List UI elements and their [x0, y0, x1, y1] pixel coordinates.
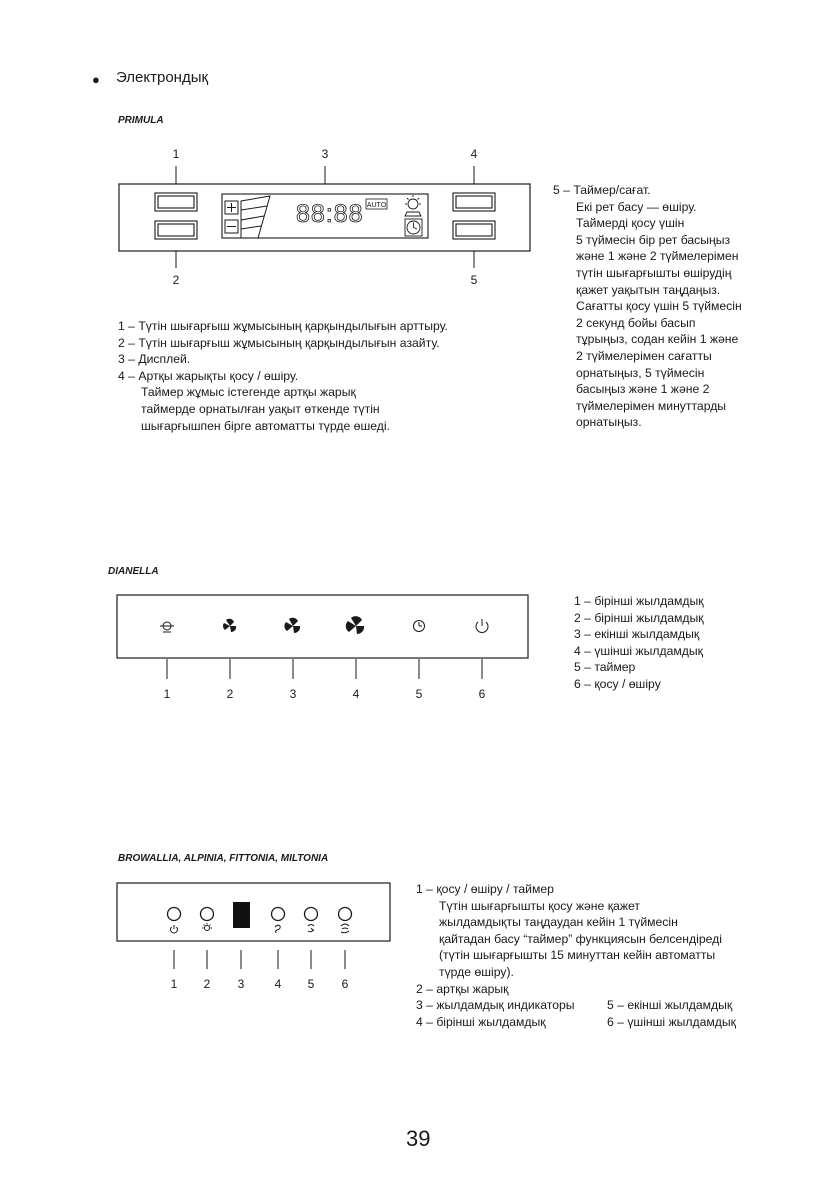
browallia-label-2: 2 [203, 977, 211, 991]
dianella-label-2: 2 [226, 687, 234, 701]
section-heading: Электрондық [116, 69, 209, 86]
primula-description-right: 5 – Таймер/сағат. Екі рет басу — өшіру. Таймерді қосу үшін 5 түймесін бір рет басыңыз және 1 және 2 түймелерімен түтін шығарғышты өшірудің қажет уақытын таңдаңыз. Сағатты қосу үшін 5 түймесін 2 секунд бойы басып тұрыңыз, содан кейін 1 және 2 түймелерімен сағатты орнатыңыз, 5 түймесін басыңыз және 1 және 2 түймелерімен минуттарды орнатыңыз. [553, 183, 742, 430]
browallia-button-4 [272, 908, 285, 921]
primula-label-4: 4 [470, 147, 478, 161]
primula-panel-diagram [110, 140, 550, 290]
model-title-browallia: BROWALLIA, ALPINIA, FITTONIA, MILTONIA [118, 853, 329, 864]
svg-text:AUTO: AUTO [366, 202, 387, 209]
dianella-label-4: 4 [352, 687, 360, 701]
browallia-button-5 [305, 908, 318, 921]
browallia-button-1 [168, 908, 181, 921]
browallia-button-6 [339, 908, 352, 921]
dianella-panel [117, 595, 528, 658]
speed-indicator-display [233, 902, 250, 928]
primula-description-left: 1 – Түтін шығарғыш жұмысының қарқындылығын арттыру. 2 – Түтін шығарғыш жұмысының қарқындылығын азайту. 3 – Дисплей. 4 – Артқы жарықты қосу / өшіру. Таймер жұмыс істегенде артқы жарық таймерде орнатылған уақыт өткенде түтін шығарғышпен бірге автоматты түрде өшеді. [118, 319, 448, 433]
primula-display-digits: 88:88 [296, 200, 364, 228]
dianella-legend: 1 – бірінші жылдамдық 2 – бірінші жылдамдық 3 – екінші жылдамдық 4 – үшінші жылдамдық 5 – таймер 6 – қосу / өшіру [574, 594, 704, 691]
primula-label-1: 1 [172, 147, 180, 161]
browallia-legend: 1 – қосу / өшіру / таймер Түтін шығарғышты қосу және қажет жылдамдықты таңдаудан кейін 1 түймесін қайтадан басу “таймер” функциясын белсендіреді (түтін шығарғышты 15 минуттан кейін автоматты түрде өшіру). 2 – артқы жарық 3 – жылдамдық индикаторы 5 – екінші жылдамдық 4 – бірінші жылдамдық 6 – үшінші жылдамдық [416, 882, 737, 1029]
bullet-icon: ● [92, 72, 100, 87]
model-title-dianella: DIANELLA [108, 566, 159, 577]
browallia-label-5: 5 [307, 977, 315, 991]
browallia-label-4: 4 [274, 977, 282, 991]
model-title-primula: PRIMULA [118, 115, 164, 126]
dianella-label-3: 3 [289, 687, 297, 701]
browallia-label-3: 3 [237, 977, 245, 991]
page-number: 39 [406, 1126, 431, 1151]
dianella-panel-diagram [110, 588, 540, 706]
dianella-label-5: 5 [415, 687, 423, 701]
primula-label-2: 2 [172, 273, 180, 287]
dianella-label-6: 6 [478, 687, 486, 701]
browallia-label-1: 1 [170, 977, 178, 991]
primula-label-3: 3 [321, 147, 329, 161]
dianella-label-1: 1 [163, 687, 171, 701]
primula-label-5: 5 [470, 273, 478, 287]
browallia-button-2 [201, 908, 214, 921]
browallia-label-6: 6 [341, 977, 349, 991]
browallia-panel-diagram [110, 876, 410, 996]
